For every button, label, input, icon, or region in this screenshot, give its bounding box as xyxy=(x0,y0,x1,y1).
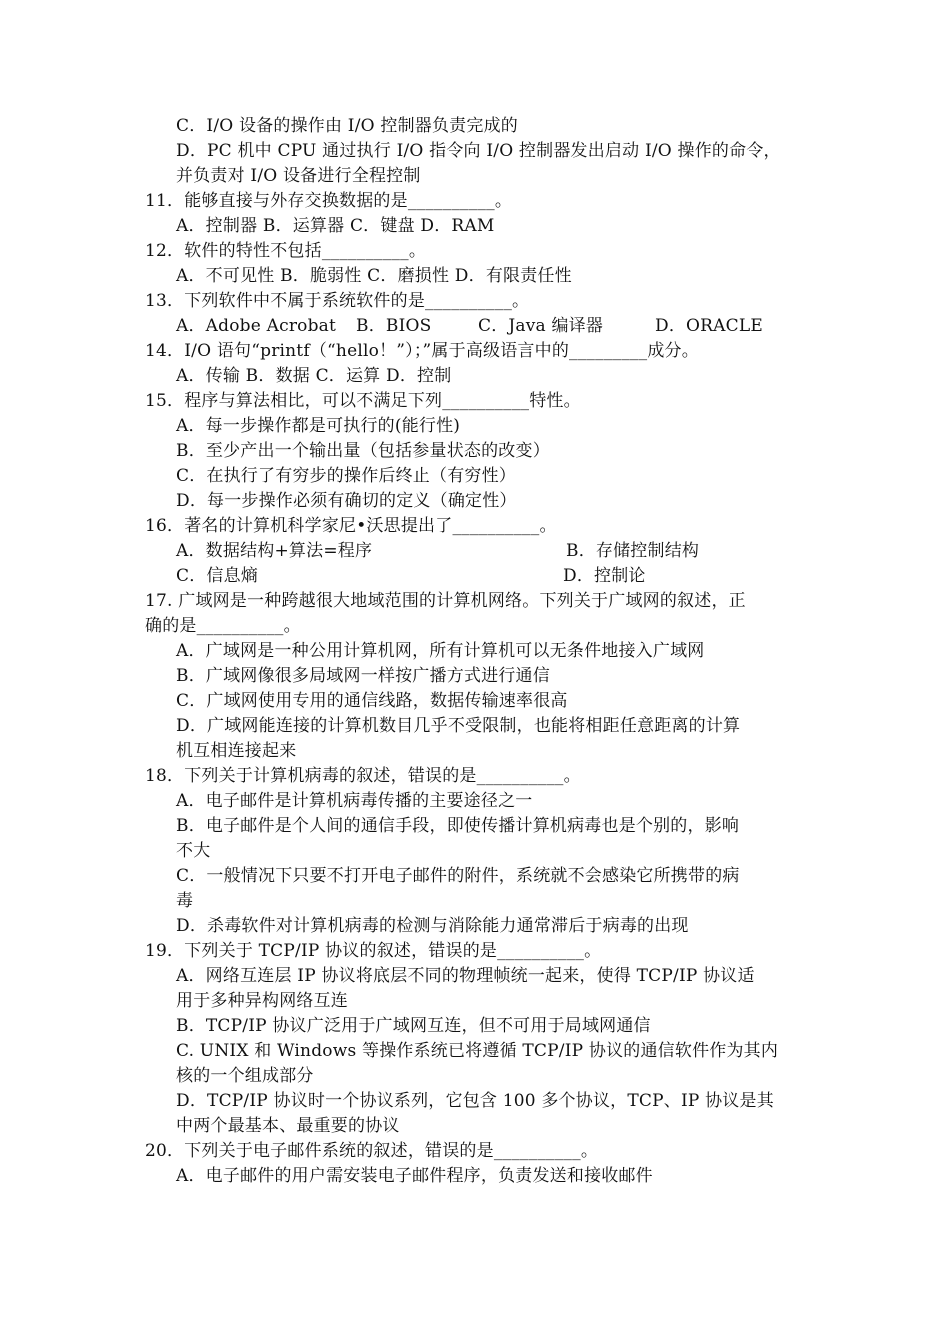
text-line: D．PC 机中 CPU 通过执行 I/O 指令向 I/O 控制器发出启动 I/O 操作的命令， xyxy=(176,141,781,161)
option-b: B．广域网像很多局域网一样按广播方式进行通信 xyxy=(176,666,550,686)
option-b: B．电子邮件是个人间的通信手段，即使传播计算机病毒也是个别的，影响 xyxy=(176,816,740,836)
text-line: C．I/O 设备的操作由 I/O 控制器负责完成的 xyxy=(176,116,518,136)
option-a: A．电子邮件是计算机病毒传播的主要途径之一 xyxy=(176,791,533,811)
option-d: D．TCP/IP 协议时一个协议系列，它包含 100 多个协议，TCP、IP 协议是其 xyxy=(176,1091,774,1111)
option-c: C．Java 编译器 xyxy=(478,316,604,336)
option-a: A．广域网是一种公用计算机网，所有计算机可以无条件地接入广域网 xyxy=(176,641,705,661)
option-b-continued: 不大 xyxy=(176,841,211,861)
question-19: 19．下列关于 TCP/IP 协议的叙述，错误的是__________。 xyxy=(145,941,602,961)
option-a: A．每一步操作都是可执行的(能行性) xyxy=(176,416,461,436)
question-14-options: A．传输 B．数据 C．运算 D．控制 xyxy=(176,366,452,386)
option-b: B．至少产出一个输出量（包括参量状态的改变） xyxy=(176,441,550,461)
question-11-options: A．控制器 B．运算器 C．键盘 D．RAM xyxy=(176,216,495,236)
question-16: 16．著名的计算机科学家尼•沃思提出了__________。 xyxy=(145,516,557,536)
option-a: A．电子邮件的用户需安装电子邮件程序，负责发送和接收邮件 xyxy=(176,1166,653,1186)
option-a: A．数据结构+算法=程序 xyxy=(176,541,373,561)
option-d: D．杀毒软件对计算机病毒的检测与消除能力通常滞后于病毒的出现 xyxy=(176,916,689,936)
option-c: C．一般情况下只要不打开电子邮件的附件，系统就不会感染它所携带的病 xyxy=(176,866,740,886)
option-c-continued: 毒 xyxy=(176,891,194,911)
option-c: C．信息熵 xyxy=(176,566,259,586)
option-c-continued: 核的一个组成部分 xyxy=(176,1066,314,1086)
option-c: C．在执行了有穷步的操作后终止（有穷性） xyxy=(176,466,517,486)
question-12-options: A．不可见性 B．脆弱性 C．磨损性 D．有限责任性 xyxy=(176,266,572,286)
text-line: 并负责对 I/O 设备进行全程控制 xyxy=(176,166,421,186)
question-11: 11．能够直接与外存交换数据的是__________。 xyxy=(145,191,513,211)
option-d: D．ORACLE xyxy=(655,316,763,336)
option-a: A．网络互连层 IP 协议将底层不同的物理帧统一起来，使得 TCP/IP 协议适 xyxy=(176,966,755,986)
question-14: 14．I/O 语句“printf（“hello！”）；”属于高级语言中的_________成分。 xyxy=(145,341,699,361)
option-c: C．广域网使用专用的通信线路，数据传输速率很高 xyxy=(176,691,568,711)
option-d: D．广域网能连接的计算机数目几乎不受限制，也能将相距任意距离的计算 xyxy=(176,716,741,736)
option-b: B．存储控制结构 xyxy=(566,541,700,561)
question-15: 15．程序与算法相比，可以不满足下列__________特性。 xyxy=(145,391,581,411)
option-b: B．BIOS xyxy=(356,316,432,336)
option-a: A．Adobe Acrobat xyxy=(176,316,337,336)
question-13: 13．下列软件中不属于系统软件的是__________。 xyxy=(145,291,530,311)
option-d: D．控制论 xyxy=(563,566,646,586)
option-d: D．每一步操作必须有确切的定义（确定性） xyxy=(176,491,517,511)
option-a-continued: 用于多种异构网络互连 xyxy=(176,991,348,1011)
question-17-continued: 确的是__________。 xyxy=(145,616,301,636)
option-d-continued: 中两个最基本、最重要的协议 xyxy=(176,1116,400,1136)
question-17: 17. 广域网是一种跨越很大地域范围的计算机网络。下列关于广域网的叙述，正 xyxy=(145,591,746,611)
option-d-continued: 机互相连接起来 xyxy=(176,741,297,761)
question-20: 20．下列关于电子邮件系统的叙述，错误的是__________。 xyxy=(145,1141,599,1161)
option-c: C. UNIX 和 Windows 等操作系统已将遵循 TCP/IP 协议的通信软件作为其内 xyxy=(176,1041,779,1061)
question-12: 12．软件的特性不包括__________。 xyxy=(145,241,427,261)
option-b: B．TCP/IP 协议广泛用于广域网互连，但不可用于局域网通信 xyxy=(176,1016,651,1036)
question-18: 18．下列关于计算机病毒的叙述，错误的是__________。 xyxy=(145,766,581,786)
